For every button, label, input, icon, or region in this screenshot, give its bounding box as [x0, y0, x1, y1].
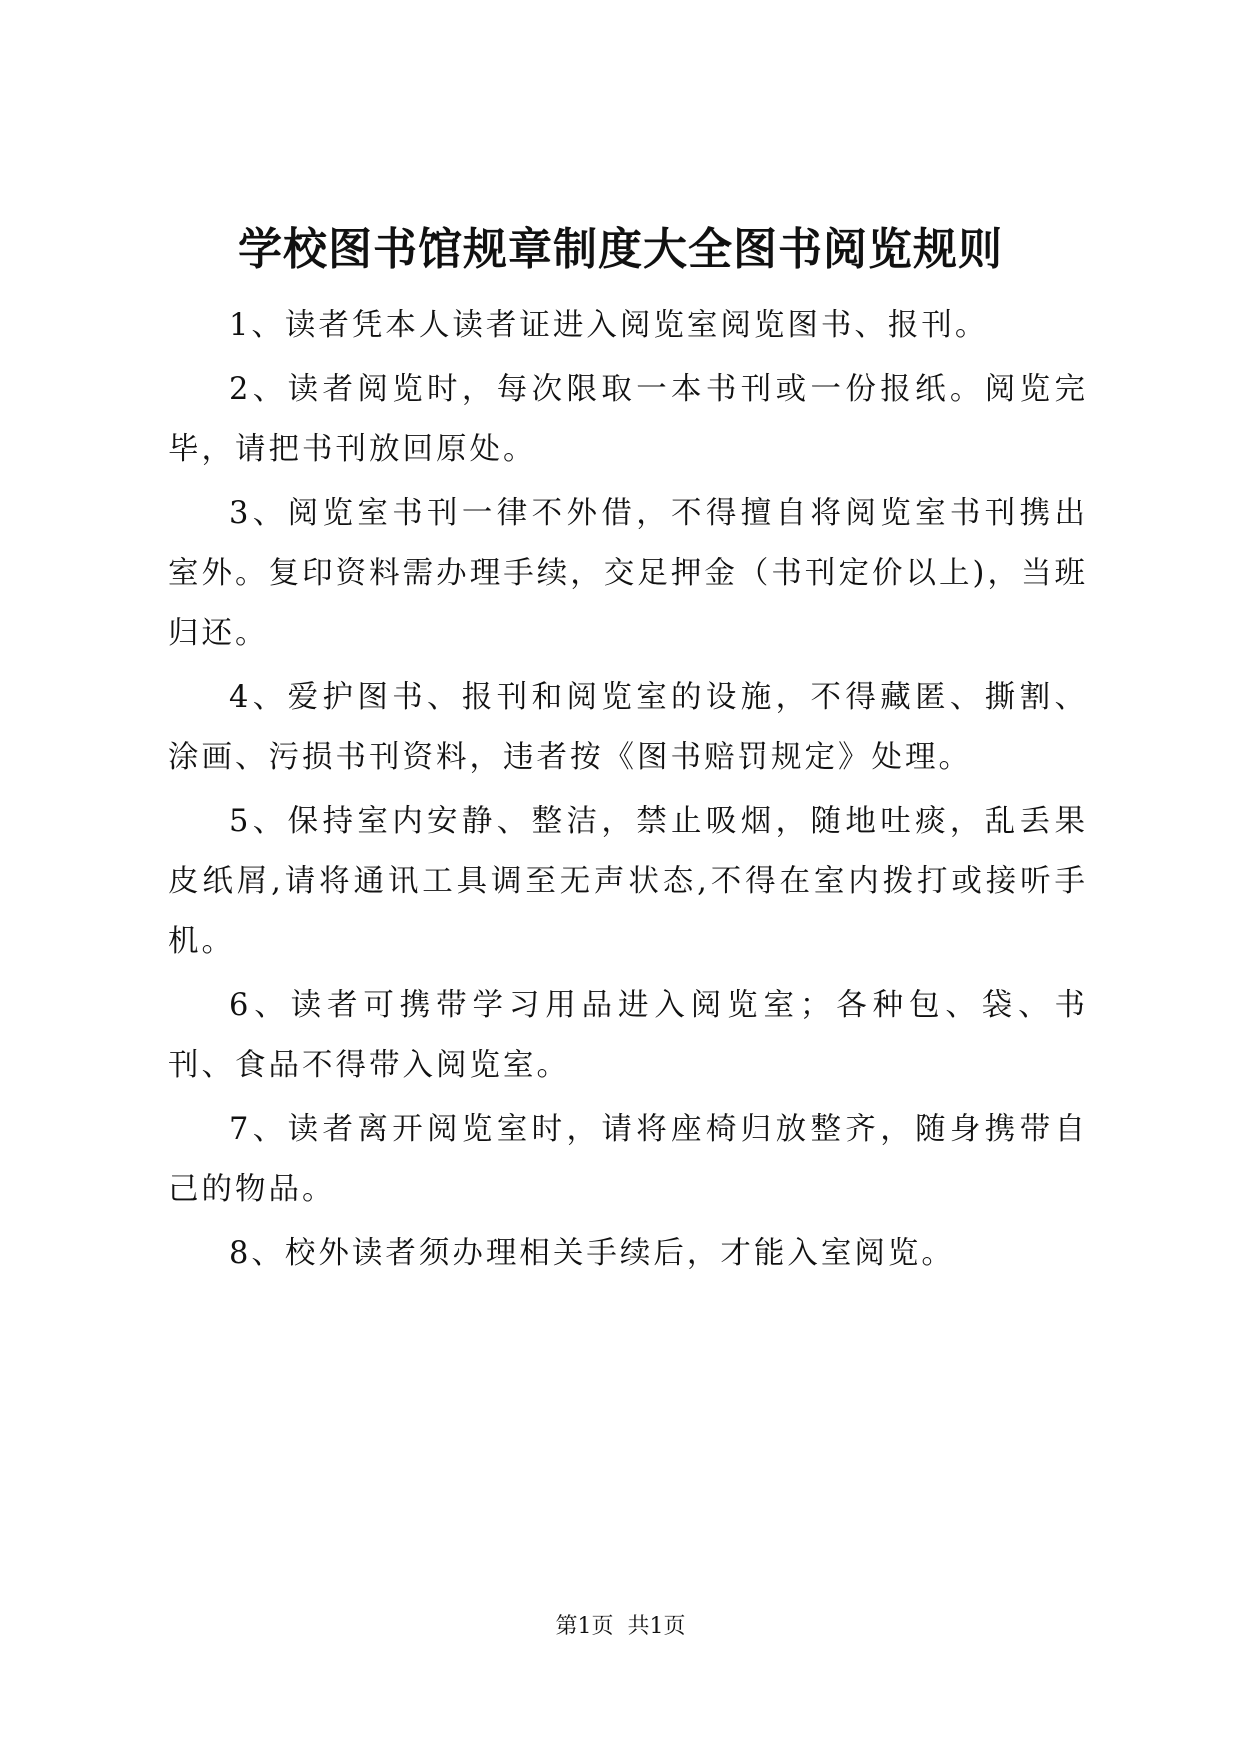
rule-paragraph-1: 1、读者凭本人读者证进入阅览室阅览图书、报刊。 — [229, 308, 989, 343]
document-title: 学校图书馆规章制度大全图书阅览规则 — [238, 224, 1003, 275]
rule-paragraph-5: 5、保持室内安静、整洁，禁止吸烟，随地吐痰，乱丢果皮纸屑,请将通讯工具调至无声状态,不得在室内拨打或接听手机。 — [168, 804, 1088, 959]
rule-paragraph-7: 7、读者离开阅览室时，请将座椅归放整齐，随身携带自己的物品。 — [168, 1112, 1088, 1207]
page-number-current: 第1页 — [555, 1614, 614, 1639]
page-footer — [0, 1612, 1241, 1642]
rule-paragraph-2: 2、读者阅览时，每次限取一本书刊或一份报纸。阅览完毕，请把书刊放回原处。 — [168, 372, 1088, 467]
rule-paragraph-3: 3、阅览室书刊一律不外借，不得擅自将阅览室书刊携出室外。复印资料需办理手续，交足押金（书刊定价以上)，当班归还。 — [168, 496, 1088, 651]
document-body — [168, 296, 1088, 1288]
rule-paragraph-6: 6、读者可携带学习用品进入阅览室；各种包、袋、书刊、食品不得带入阅览室。 — [168, 988, 1088, 1083]
page-number-total: 共1页 — [627, 1614, 686, 1639]
rule-paragraph-8: 8、校外读者须办理相关手续后，才能入室阅览。 — [229, 1236, 955, 1271]
rule-paragraph-4: 4、爱护图书、报刊和阅览室的设施，不得藏匿、撕割、涂画、污损书刊资料，违者按《图书赔罚规定》处理。 — [168, 680, 1088, 775]
